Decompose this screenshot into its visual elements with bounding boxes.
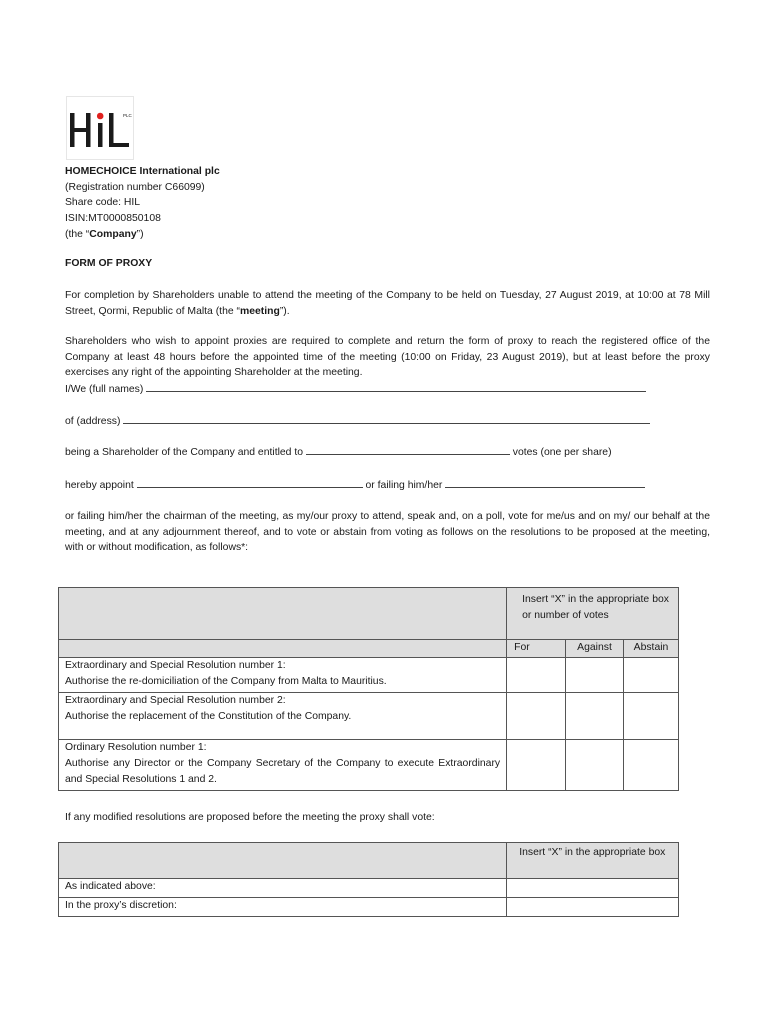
resolution-title: Extraordinary and Special Resolution number 2: [65,695,286,706]
resolution-title: Extraordinary and Special Resolution number 1: [65,660,286,671]
full-names-row [65,382,646,398]
logo-plc-text: PLC [123,113,132,118]
discretion-table [58,842,679,917]
discretion-header-blank [59,843,507,879]
resolution-cell [59,658,507,693]
resolution-title: Ordinary Resolution number 1: [65,742,207,753]
votes-count-field[interactable] [306,445,510,455]
failing-label: or failing him/her [365,480,443,491]
vote-against-cell[interactable] [566,658,624,693]
resolutions-table [58,587,679,791]
column-against: Against [566,640,624,658]
modified-resolutions-note: If any modified resolutions are proposed before the meeting the proxy shall vote: [65,812,435,823]
hil-logo-mark [67,97,133,159]
table-row [59,740,679,791]
discretion-option-label: As indicated above: [59,879,507,898]
votes-entitled-row [65,445,612,461]
alternate-proxy-field[interactable] [445,478,645,488]
vote-for-cell[interactable] [507,658,566,693]
address-field[interactable] [123,414,650,424]
shareholder-prefix: being a Shareholder of the Company and entitled to [65,447,303,458]
proxy-name-field[interactable] [137,478,363,488]
company-defined-term: (the “Company”) [65,229,144,240]
discretion-mark-cell[interactable] [507,898,679,917]
appoint-note-paragraph: Shareholders who wish to appoint proxies are required to complete and return the form of proxy to reach the registered office of the Company at least 48 hours before the appointed time of the meeting (10:00 on Friday, 23 August 2019), but at least before the proxy exercises any right of the appointing Shareholder at the meeting. [65,336,710,378]
resolution-text: Authorise the re-domiciliation of the Company from Malta to Mauritius. [65,676,387,687]
discretion-mark-cell[interactable] [507,879,679,898]
discretion-option-label: In the proxy’s discretion: [59,898,507,917]
vote-abstain-cell[interactable] [624,693,679,740]
discretion-instruction: Insert “X” in the appropriate box [507,843,679,879]
table-row [59,898,679,917]
resolution-text: Authorise any Director or the Company Secretary of the Company to execute Extraordinary and Special Resolutions 1 and 2. [65,758,501,785]
shareholder-suffix: votes (one per share) [512,447,612,458]
full-names-label: I/We (full names) [65,384,144,395]
resolutions-columns-blank [59,640,507,658]
resolution-text: Authorise the replacement of the Constitution of the Company. [65,711,352,722]
registration-number: (Registration number C66099) [65,182,205,193]
vote-against-cell[interactable] [566,740,624,791]
company-name: HOMECHOICE International plc [65,166,220,177]
vote-for-cell[interactable] [507,693,566,740]
full-names-field[interactable] [146,382,646,392]
share-code: Share code: HIL [65,197,141,208]
isin: ISIN:MT0000850108 [65,213,161,224]
resolution-cell [59,740,507,791]
table-row [59,879,679,898]
resolutions-instruction: Insert “X” in the appropriate box or number of votes [507,588,679,640]
resolutions-header-blank [59,588,507,640]
table-row [59,658,679,693]
address-label: of (address) [65,416,121,427]
appoint-row [65,478,645,494]
vote-abstain-cell[interactable] [624,658,679,693]
form-title: FORM OF PROXY [65,258,153,269]
vote-for-cell[interactable] [507,740,566,791]
hil-logo [66,96,134,160]
resolution-cell [59,693,507,740]
vote-abstain-cell[interactable] [624,740,679,791]
appoint-label: hereby appoint [65,480,134,491]
address-row [65,414,650,430]
column-for: For [507,640,566,658]
column-abstain: Abstain [624,640,679,658]
proxy-paragraph: or failing him/her the chairman of the meeting, as my/our proxy to attend, speak and, on a poll, vote for me/us and on my/ our behalf at the meeting, and at any adjournment thereof, and to vote or abstain from voting as follows on the resolutions to be proposed at the meeting, with or without modification, as follows*: [65,511,710,553]
table-row [59,693,679,740]
vote-against-cell[interactable] [566,693,624,740]
intro-paragraph: For completion by Shareholders unable to attend the meeting of the Company to be held on Tuesday, 27 August 2019, at 10:00 at 78 Mill Street, Qormi, Republic of Malta (the “meeting”). [65,290,710,317]
